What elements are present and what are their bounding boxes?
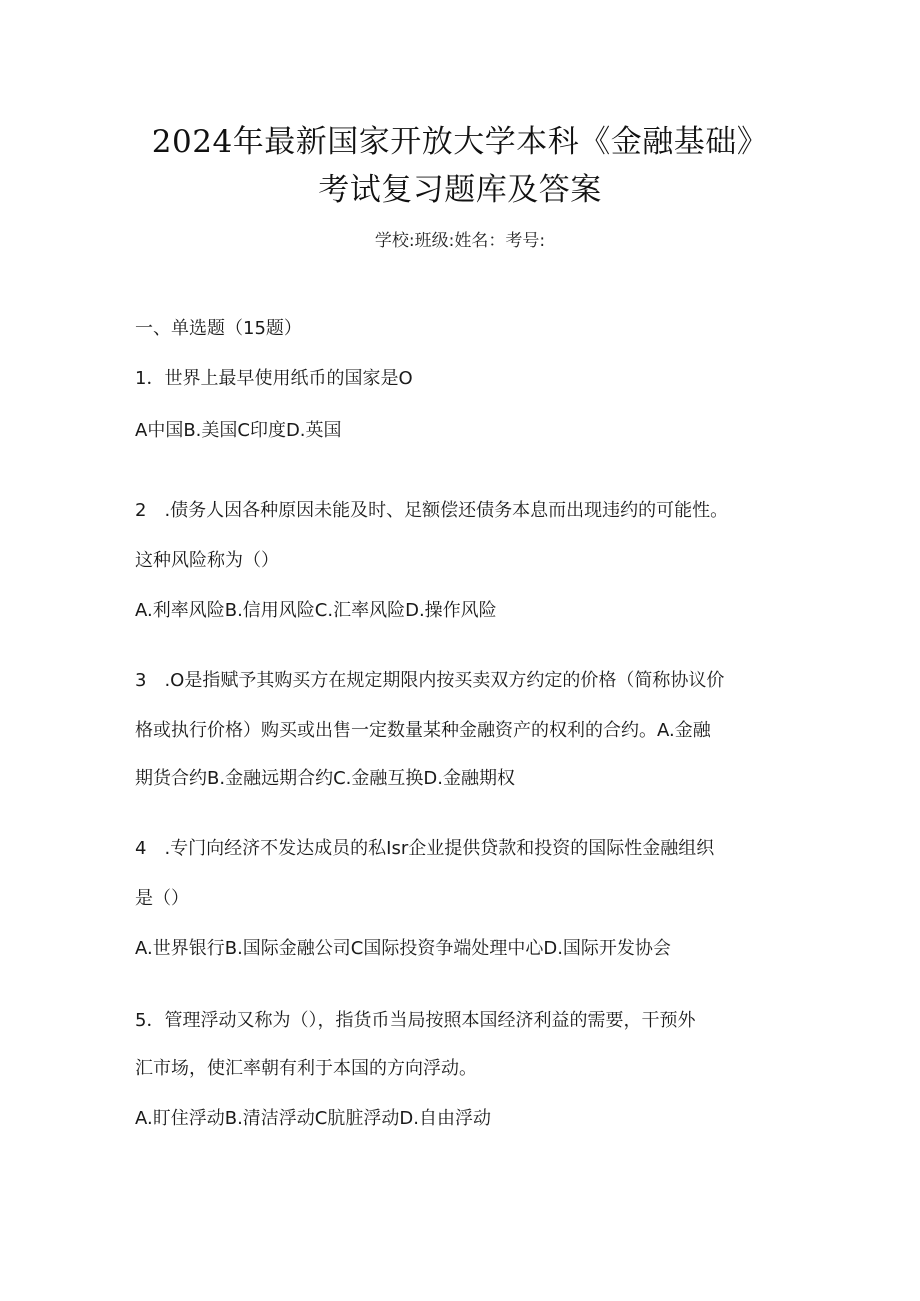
question-3-text-line-1: 3 .O是指赋予其购买方在规定期限内按买卖双方约定的价格（简称协议价 [135, 670, 725, 691]
document-title-line-1: 2024年最新国家开放大学本科《金融基础》 [151, 124, 769, 160]
section-heading: 一、单选题（15题） [135, 318, 302, 339]
question-1-text: 1．世界上最早使用纸币的国家是O [135, 368, 413, 389]
question-4-text-line-2: 是（） [135, 888, 189, 909]
question-1-options: A中国B.美国C印度D.英国 [135, 420, 342, 441]
question-3-text-line-3: 期货合约B.金融远期合约C.金融互换D.金融期权 [135, 768, 515, 789]
question-5-text-line-1: 5．管理浮动又称为（），指货币当局按照本国经济利益的需要，干预外 [135, 1010, 696, 1031]
question-3-text-line-2: 格或执行价格）购买或出售一定数量某种金融资产的权利的合约。A.金融 [135, 720, 711, 741]
question-5-options: A.盯住浮动B.清洁浮动C肮脏浮动D.自由浮动 [135, 1108, 491, 1129]
question-2-text-line-2: 这种风险称为（） [135, 550, 279, 571]
question-4-text-line-1: 4 .专门向经济不发达成员的私Isr企业提供贷款和投资的国际性金融组织 [135, 838, 715, 859]
document-title-line-2: 考试复习题库及答案 [318, 172, 602, 208]
question-2-options: A.利率风险B.信用风险C.汇率风险D.操作风险 [135, 600, 497, 621]
question-5-text-line-2: 汇市场，使汇率朝有利于本国的方向浮动。 [135, 1058, 477, 1079]
student-info-line: 学校:班级:姓名：考号: [374, 231, 546, 251]
question-4-options: A.世界银行B.国际金融公司C国际投资争端处理中心D.国际开发协会 [135, 938, 671, 959]
question-2-text-line-1: 2 .债务人因各种原因未能及时、足额偿还债务本息而出现违约的可能性。 [135, 500, 729, 521]
